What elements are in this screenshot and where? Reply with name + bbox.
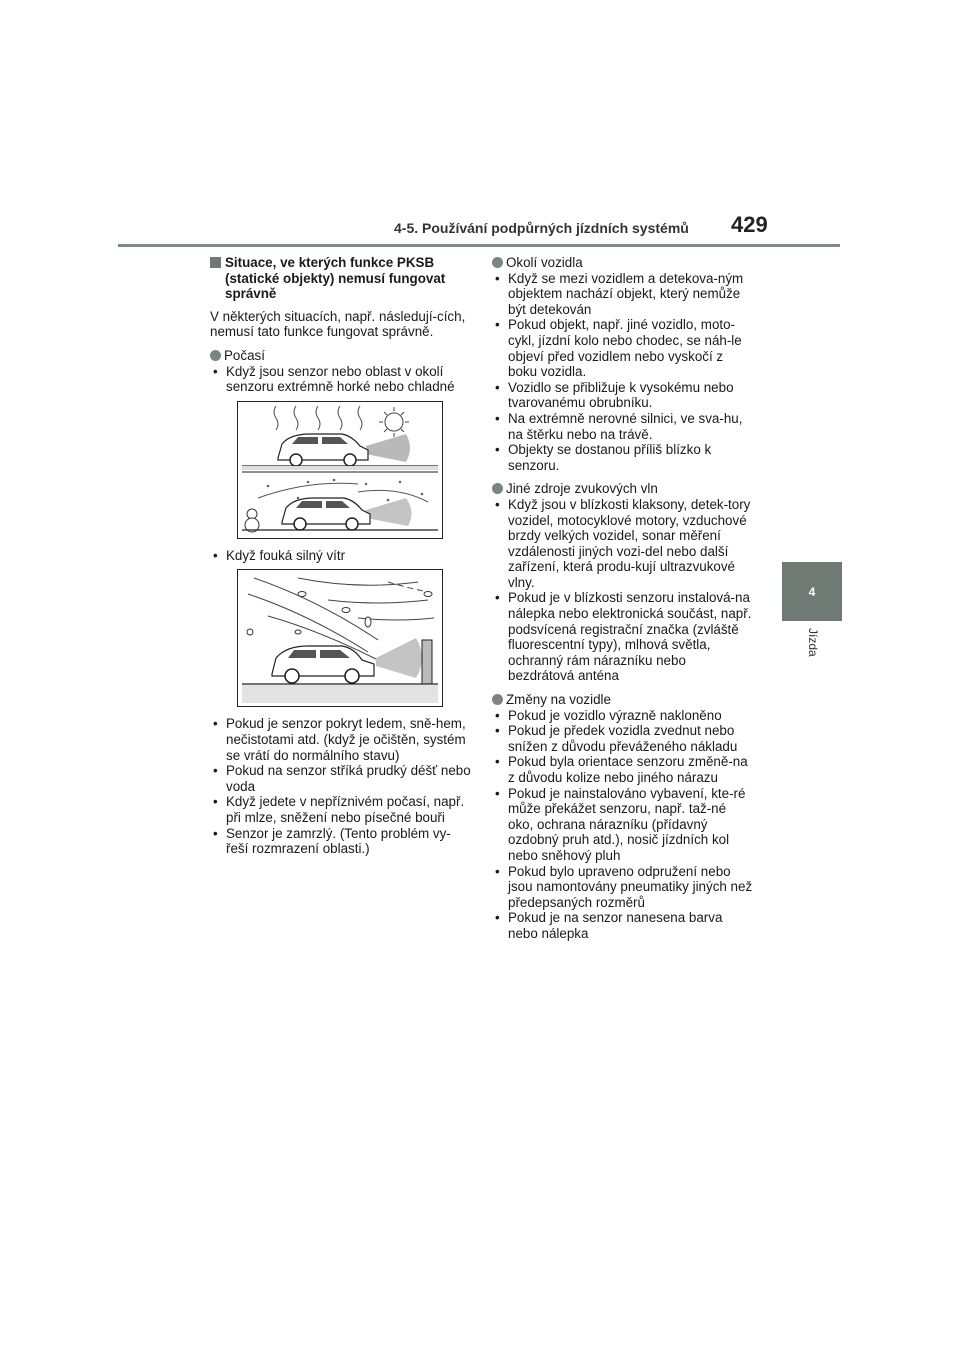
list-item: • Pokud bylo upraveno odpružení nebo jsou namontovány pneumatiky jiných než předepsaných rozměrů [492, 864, 754, 911]
list-item: • Na extrémně nerovné silnici, ve sva-hu, na štěrku nebo na trávě. [492, 411, 754, 442]
strong-wind-illustration [237, 569, 443, 707]
weather-list-a [210, 364, 472, 395]
list-item: • Když jsou v blízkosti klaksony, detek-tory vozidel, motocyklové motory, vzduchové brzdy velkých vozidel, sonar měření vzdálenosti jiných vozi-del nebo další zařízení, která produ-kují ultrazvukové vlny. [492, 497, 754, 591]
left-column [210, 255, 472, 857]
sensor-beam [376, 638, 422, 678]
list-item: • Pokud je v blízkosti senzoru instalová-na nálepka nebo elektronická součást, např. podsvícená registrační značka (zvláště fluorescentní typy), mlhová světla, ochranný rám nárazníku nebo bezdrátová anténa [492, 590, 754, 684]
chapter-label: Jízda [806, 628, 820, 657]
circle-bullet-icon [492, 257, 503, 268]
circle-bullet-icon [492, 694, 503, 705]
list-item: • Pokud je předek vozidla zvednut nebo snížen z důvodu převáženého nákladu [492, 723, 754, 754]
list-item: • Pokud na senzor stříká prudký déšť nebo voda [210, 763, 472, 794]
group-title-text: Změny na vozidle [506, 692, 611, 708]
circle-bullet-icon [210, 350, 221, 361]
list-item: • Pokud je nainstalováno vybavení, kte-ré může překážet senzoru, např. taž-né oko, ochrana nárazníku (přídavný ozdobný pruh atd.), nosič jízdních kol nebo sněhový pluh [492, 786, 754, 864]
section-heading-text: Situace, ve kterých funkce PKSB (statické objekty) nemusí fungovat správně [225, 255, 446, 302]
group-title [492, 481, 754, 497]
group-list [492, 708, 754, 942]
heat-waves-icon [274, 406, 362, 430]
car-bottom-icon [282, 498, 370, 530]
header-section-title: 4-5. Používání podpůrných jízdních systémů [394, 220, 689, 236]
weather-list-b [210, 548, 472, 564]
page-number: 429 [731, 212, 768, 237]
group-list [492, 271, 754, 474]
sun-icon [379, 407, 409, 437]
group-other-sound-sources [492, 481, 754, 684]
car-icon [272, 646, 374, 683]
sensor-beam-bottom [366, 498, 412, 526]
chapter-number: 4 [808, 584, 816, 599]
group-title-text: Okolí vozidla [506, 255, 583, 270]
group-title [492, 692, 754, 708]
header-rule [118, 244, 840, 247]
section-heading [210, 255, 472, 302]
group-vehicle-surroundings [492, 255, 754, 473]
car-top-icon [278, 434, 368, 466]
list-item: • Pokud objekt, např. jiné vozidlo, moto-cykl, jízdní kolo nebo chodec, se náh-le objeví před vozidlem nebo vyskočí z boku vozidla. [492, 317, 754, 379]
list-item: • Když jedete v nepříznivém počasí, např. při mlze, sněžení nebo písečné bouři [210, 794, 472, 825]
list-item: • Když fouká silný vítr [210, 548, 472, 564]
heat-cold-illustration [237, 401, 443, 539]
circle-bullet-icon [492, 483, 503, 494]
wall-obstacle [422, 640, 432, 684]
list-item: • Když jsou senzor nebo oblast v okolí senzoru extrémně horké nebo chladné [210, 364, 472, 395]
list-item: • Pokud je vozidlo výrazně nakloněno [492, 708, 754, 724]
list-item: • Pokud byla orientace senzoru změně-na z důvodu kolize nebo jiného nárazu [492, 754, 754, 785]
list-item: • Vozidlo se přibližuje k vysokému nebo tvarovanému obrubníku. [492, 380, 754, 411]
list-item: • Objekty se dostanou příliš blízko k senzoru. [492, 442, 754, 473]
snowman-icon [245, 509, 259, 532]
group-list [492, 497, 754, 684]
intro-paragraph: V některých situacích, např. následují-cích, nemusí tato funkce fungovat správně. [210, 308, 466, 340]
sensor-beam-top [366, 434, 410, 462]
list-item: • Pokud je na senzor nanesena barva nebo nálepka [492, 910, 754, 941]
group-title-weather [210, 348, 472, 364]
square-bullet-icon [210, 257, 221, 268]
group-title-text: Počasí [224, 347, 265, 363]
group-vehicle-changes [492, 692, 754, 942]
group-title-text: Jiné zdroje zvukových vln [506, 481, 658, 497]
group-title [492, 255, 754, 271]
chapter-tab[interactable] [782, 562, 842, 621]
list-item: • Pokud je senzor pokryt ledem, sně-hem, nečistotami atd. (když je očištěn, systém se vrátí do normálního stavu) [210, 716, 472, 763]
leaves-icon [247, 592, 432, 636]
right-column [492, 255, 754, 950]
list-item: • Senzor je zamrzlý. (Tento problém vy-řeší rozmrazení oblasti.) [210, 826, 472, 857]
list-item: • Když se mezi vozidlem a detekova-ným objektem nachází objekt, který nemůže být detekován [492, 271, 754, 318]
weather-list-c [210, 716, 472, 856]
